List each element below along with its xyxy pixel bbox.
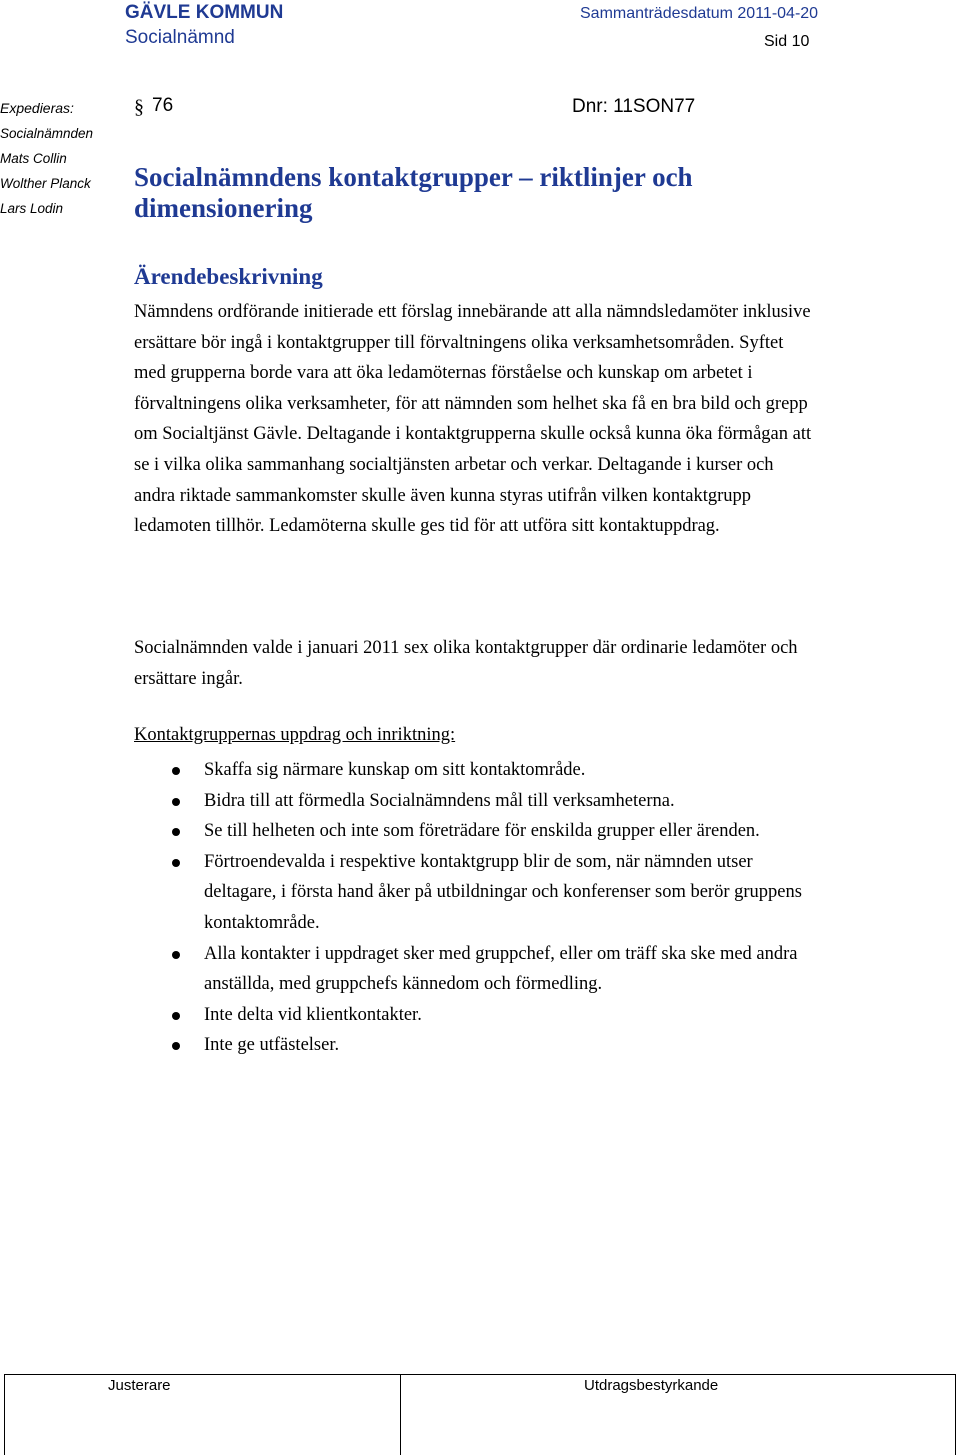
organization-name: GÄVLE KOMMUN [125,2,284,23]
section-heading: Ärendebeskrivning [134,264,323,289]
recipient: Mats Collin [0,151,67,166]
justerare-label: Justerare [108,1377,171,1394]
footer-rule [4,1374,956,1375]
utdragsbestyrkande-label: Utdragsbestyrkande [584,1377,719,1394]
list-item-text: Förtroendevalda i respektive kontaktgrupp blir de som, när nämnden utser deltagare, i första hand åker på utbildningar och konferenser som berör gruppens kontaktområde. [204,851,802,933]
list-item-text: Skaffa sig närmare kunskap om sitt kontaktområde. [204,760,586,780]
bullet-icon [172,798,180,806]
paragraph-number: 76 [152,95,174,116]
list-item [0,847,804,939]
bullet-icon [172,951,180,959]
footer-divider [4,1374,5,1455]
body-paragraph: Nämndens ordförande initierade ett förslag innebärande att alla nämndsledamöter inklusive ersättare bör ingå i kontaktgrupper till förvaltningens olika verksamhetsområden. Syftet med grupperna borde vara att öka ledamöternas förståelse och kunskap om arbetet i förvaltningens olika verksamheter, för att nämnden som helhet ska få en bra bild och grepp om Socialtjänst Gävle. Deltagande i kontaktgrupperna skulle också kunna öka förmågan att se i vilka olika sammanhang socialtjänsten arbetar och verkar. Deltagande i kurser och andra riktade sammankomster skulle även kunna styras utifrån vilken kontaktgrupp ledamoten tillhör. Ledamöterna skulle ges tid för att utföra sitt kontaktuppdrag. [134,302,812,537]
page-number: Sid 10 [764,33,810,50]
bullet-icon [172,828,180,836]
footer-divider [400,1374,401,1455]
list-item [0,939,804,1000]
body-paragraph: Socialnämnden valde i januari 2011 sex olika kontaktgrupper där ordinarie ledamöter och ersättare ingår. [134,638,798,689]
case-title: Socialnämndens kontaktgrupper – riktlinjer och dimensionering [134,162,693,223]
expedieras-label: Expedieras: [0,100,74,116]
list-item [0,816,804,847]
department-name: Socialnämnd [125,27,235,48]
bullet-icon [172,1042,180,1050]
list-item-text: Bidra till att förmedla Socialnämndens mål till verksamheterna. [204,790,675,811]
list-item [0,1030,804,1061]
list-item [0,786,804,817]
bullet-icon [172,767,180,775]
assignment-list [0,755,960,1061]
list-item [0,1000,804,1031]
list-item-text: Se till helheten och inte som företrädare för enskilda grupper eller ärenden. [204,821,760,842]
list-heading: Kontaktgruppernas uppdrag och inriktning: [134,725,456,745]
diary-number: Dnr: 11SON77 [572,96,696,117]
footer-divider [955,1374,956,1455]
bullet-icon [172,1012,180,1020]
recipient: Socialnämnden [0,126,94,141]
recipient: Wolther Planck [0,176,91,191]
list-item-text: Alla kontakter i uppdraget sker med gruppchef, eller om träff ska ske med andra anställda, med gruppchefs kännedom och förmedling. [204,943,798,995]
recipient-list [0,125,93,225]
list-item-text: Inte ge utfästelser. [204,1035,340,1056]
recipient: Lars Lodin [0,201,64,216]
list-item [0,755,804,786]
bullet-icon [172,859,180,867]
list-item-text: Inte delta vid klientkontakter. [204,1004,422,1025]
paragraph-sign: § [134,96,144,118]
meeting-date: Sammanträdesdatum 2011-04-20 [580,5,819,22]
